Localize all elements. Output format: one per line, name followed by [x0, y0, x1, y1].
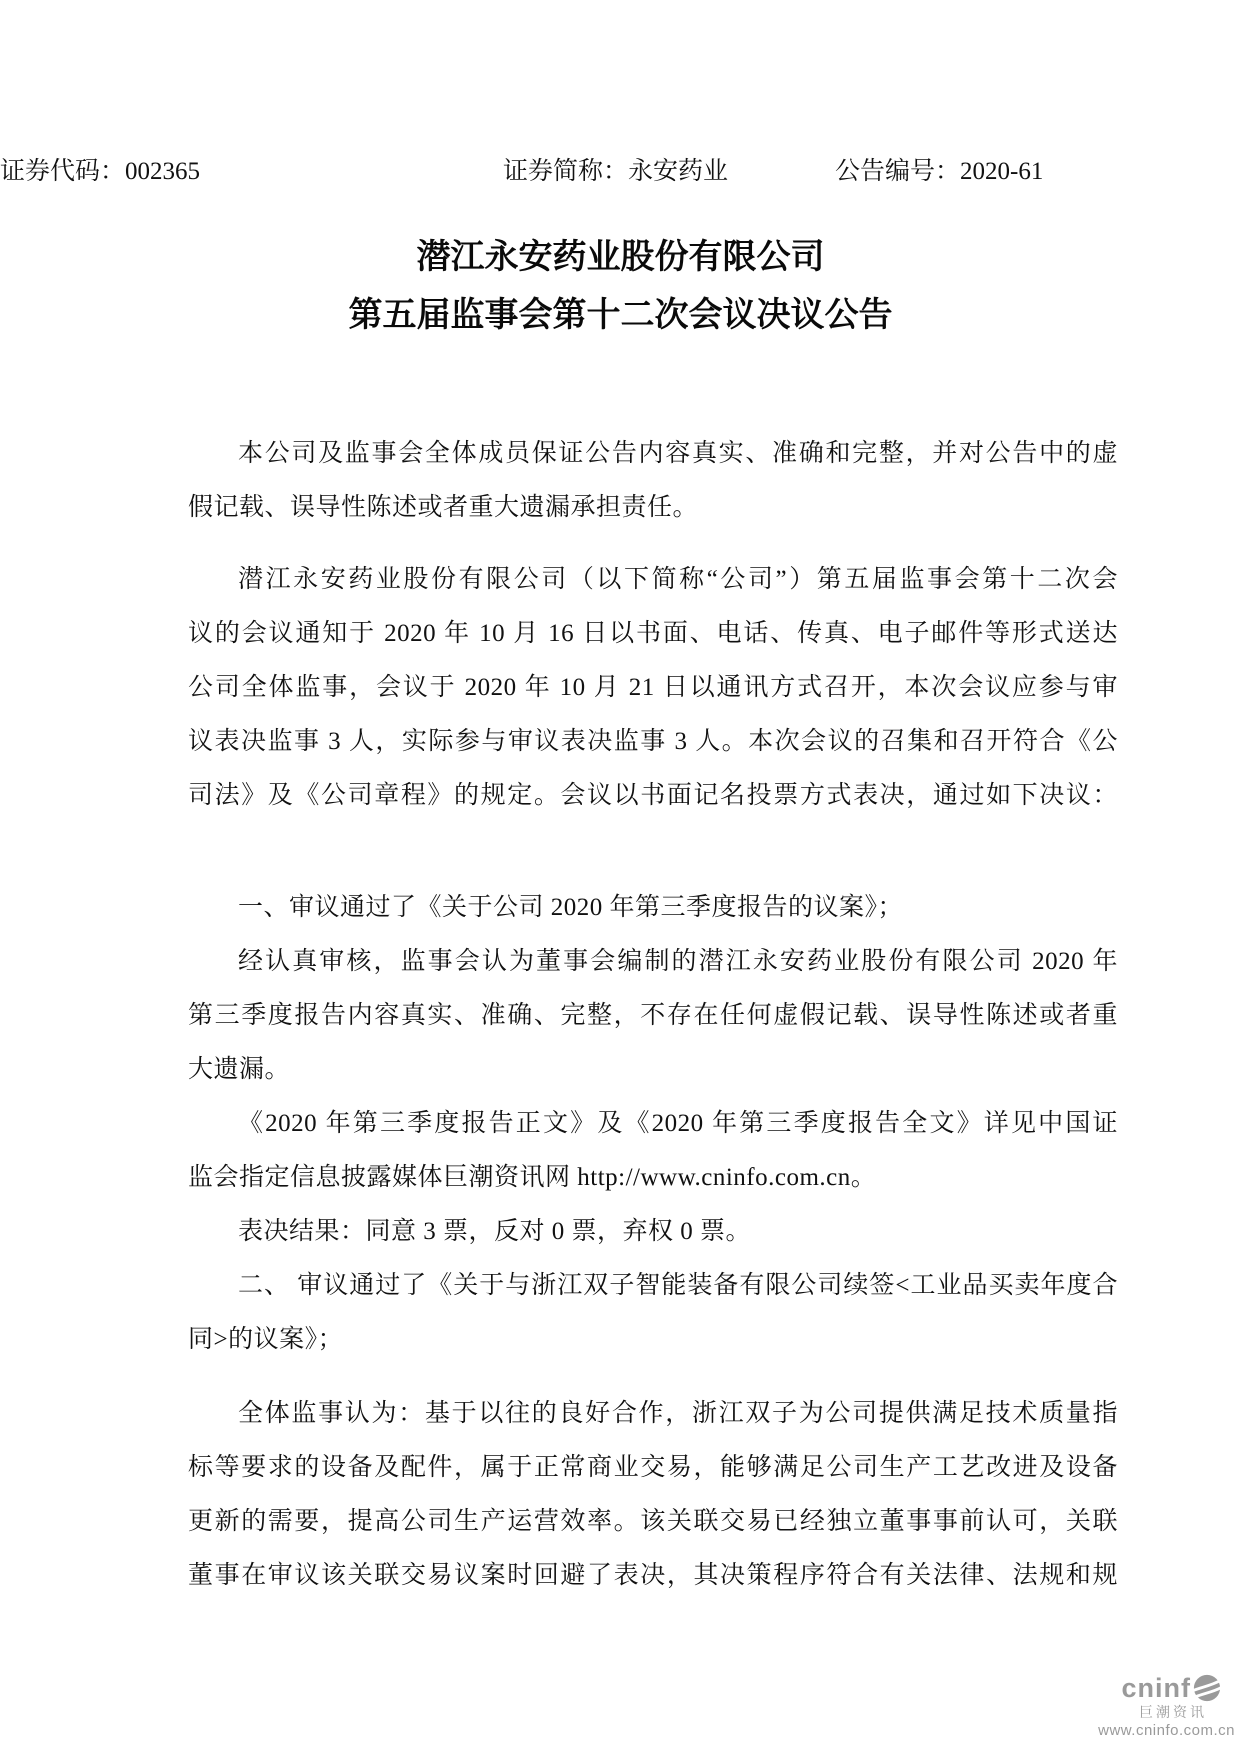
item1-heading: 一、审议通过了《关于公司 2020 年第三季度报告的议案》；: [238, 894, 904, 921]
item1-vote-result: 表决结果：同意 3 票，反对 0 票，弃权 0 票。: [238, 1218, 752, 1245]
document-body: [188, 427, 1118, 1603]
meeting-line: 议的会议通知于 2020 年 10 月 16 日以书面、电话、传真、电子邮件等形式送达: [188, 620, 1118, 647]
declaration-line: 本公司及监事会全体成员保证公告内容真实、准确和完整，并对公告中的虚: [238, 440, 1118, 467]
cninfo-logo: [1085, 1674, 1235, 1738]
item1-report-line: 《2020 年第三季度报告正文》及《2020 年第三季度报告全文》详见中国证: [238, 1110, 1118, 1137]
item2-heading-line: 同>的议案》；: [188, 1326, 344, 1353]
item1-report-line: 监会指定信息披露媒体巨潮资讯网 http://www.cninfo.com.cn。: [188, 1164, 877, 1191]
item1-review-line: 第三季度报告内容真实、准确、完整，不存在任何虚假记载、误导性陈述或者重: [188, 1002, 1118, 1029]
meeting-line: 司法》及《公司章程》的规定。会议以书面记名投票方式表决，通过如下决议：: [188, 782, 1118, 809]
item2-opinion-line: 标等要求的设备及配件，属于正常商业交易，能够满足公司生产工艺改进及设备: [188, 1454, 1118, 1481]
item2-opinion-line: 更新的需要，提高公司生产运营效率。该关联交易已经独立董事事前认可，关联: [188, 1508, 1118, 1535]
cninfo-globe-icon: [1193, 1674, 1221, 1702]
item2-opinion-line: 董事在审议该关联交易议案时回避了表决，其决策程序符合有关法律、法规和规: [188, 1562, 1118, 1589]
item2-opinion-line: 全体监事认为：基于以往的良好合作，浙江双子为公司提供满足技术质量指: [238, 1400, 1118, 1427]
document-meta-header: [0, 146, 1241, 198]
title-line-meeting: 第五届监事会第十二次会议决议公告: [348, 296, 893, 334]
stock-abbreviation: 证券简称：永安药业: [503, 158, 729, 185]
item2-heading-line: 二、 审议通过了《关于与浙江双子智能装备有限公司续签<工业品买卖年度合: [238, 1272, 1118, 1299]
cninfo-brand-text: cninf: [1121, 1672, 1191, 1703]
cninfo-site-url: www.cninfo.com.cn: [1098, 1722, 1235, 1739]
stock-code: 证券代码：002365: [0, 158, 201, 185]
cninfo-brand-row: [1085, 1674, 1235, 1702]
cninfo-brand-cn: 巨潮资讯: [1139, 1704, 1207, 1720]
meeting-line: 议表决监事 3 人，实际参与审议表决监事 3 人。本次会议的召集和召开符合《公: [188, 728, 1118, 755]
meeting-line: 公司全体监事，会议于 2020 年 10 月 21 日以通讯方式召开，本次会议应参与审: [188, 674, 1118, 701]
document-title: [0, 228, 1241, 344]
title-line-company: 潜江永安药业股份有限公司: [416, 238, 825, 276]
announcement-number: 公告编号：2020-61: [835, 158, 1044, 185]
meeting-line: 潜江永安药业股份有限公司（以下简称“公司”）第五届监事会第十二次会: [238, 566, 1118, 593]
declaration-line: 假记载、误导性陈述或者重大遗漏承担责任。: [188, 494, 699, 521]
item1-review-line: 经认真审核，监事会认为董事会编制的潜江永安药业股份有限公司 2020 年: [238, 948, 1118, 975]
item1-review-line: 大遗漏。: [188, 1056, 291, 1083]
